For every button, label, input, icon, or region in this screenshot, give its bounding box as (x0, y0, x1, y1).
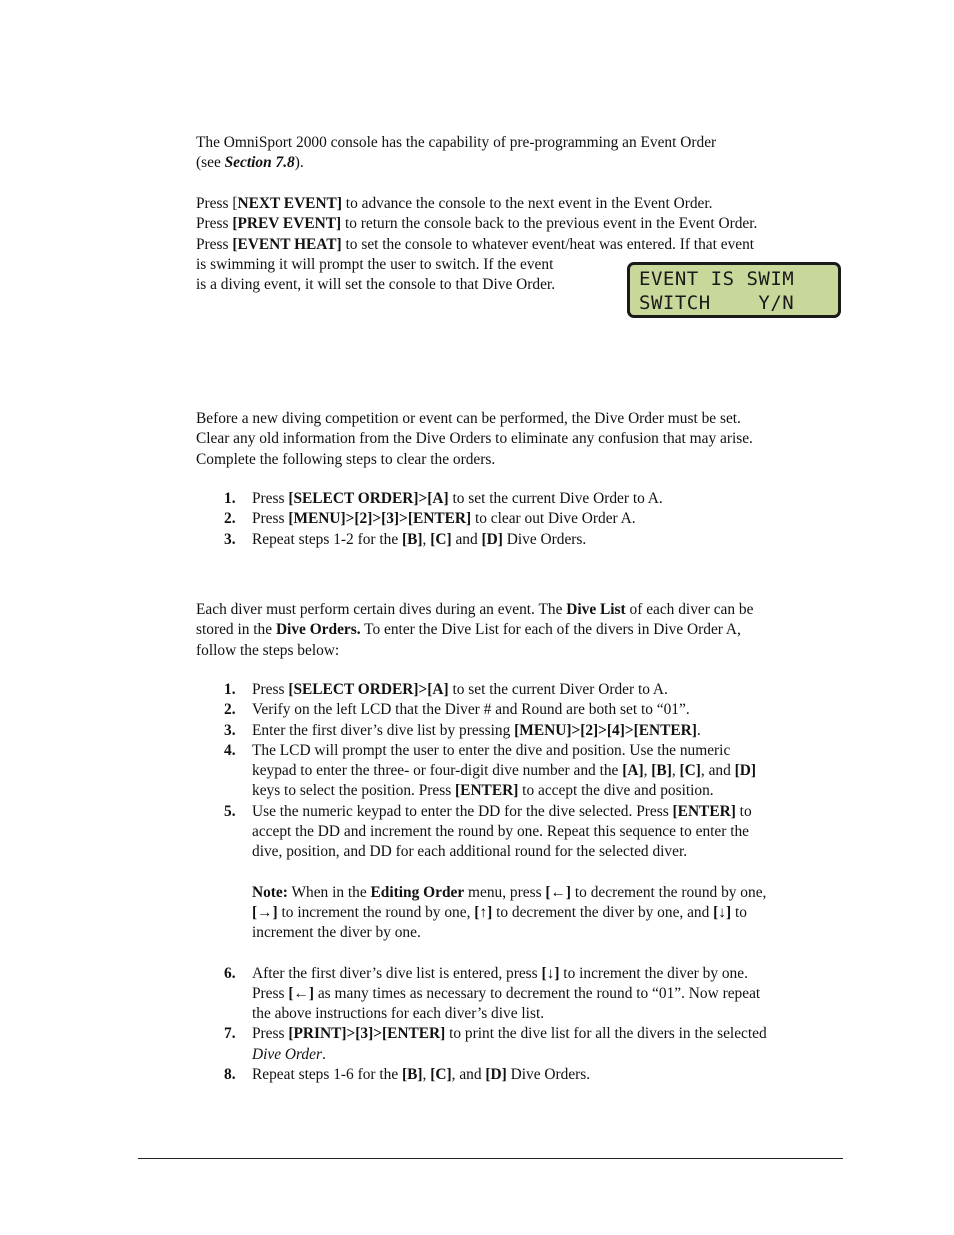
key-d: [D] (485, 1066, 507, 1084)
key-a: [A] (622, 762, 644, 780)
key-left-arrow: [←] (545, 883, 572, 901)
text: to set the console to whatever event/heat was entered. If that event (341, 235, 755, 253)
text: to increment the round by one, (277, 903, 475, 921)
text: to set the current Diver Order to A. (448, 681, 668, 698)
key-c: [C] (679, 762, 701, 780)
text: to increment the diver by one. (559, 964, 748, 982)
text: Use the numeric keypad to enter the DD for the dive selected. Press (252, 802, 673, 820)
text: Dive Orders. (506, 1066, 591, 1084)
step-number: 4. (224, 741, 236, 759)
intro-paragraph (196, 133, 836, 174)
key-left-arrow: [←] (288, 984, 314, 1002)
intro-text: ). (294, 154, 304, 172)
footer-rule (138, 1158, 843, 1159)
list-item (224, 1024, 824, 1065)
text: . (321, 1045, 326, 1063)
key-down-arrow: [↓] (713, 903, 732, 921)
text: keys to select the position. Press (252, 782, 456, 800)
list-item (224, 489, 824, 509)
key-enter: [ENTER] (455, 782, 519, 800)
term-editing-order: Editing Order (370, 883, 465, 901)
key-up-arrow: [↑] (474, 903, 493, 921)
text: Dive Orders. (502, 530, 587, 548)
step-number: 1. (224, 681, 236, 698)
key-prev-event: [PREV EVENT] (232, 215, 342, 233)
key-b: [B] (651, 762, 672, 780)
text: to clear out Dive Order A. (471, 510, 636, 528)
list-item (224, 1065, 824, 1085)
text: to decrement the diver by one, and (492, 903, 714, 921)
key-enter: [ENTER] (672, 802, 736, 820)
term-dive-list: Dive List (566, 601, 626, 618)
text: After the first diver’s dive list is entered, press (252, 964, 542, 982)
text: Each diver must perform certain dives during an event. The (196, 601, 567, 618)
list-item (224, 700, 824, 720)
text: to set the current Dive Order to A. (448, 490, 663, 507)
text: Before a new diving competition or event can be performed, the Dive Order must be set. (196, 410, 741, 427)
list-item (224, 741, 824, 802)
key-c: [C] (430, 1066, 452, 1084)
key-next-event: NEXT EVENT] (237, 195, 342, 212)
term-dive-order: Dive Order (252, 1045, 322, 1063)
key-event-heat: [EVENT HEAT] (232, 235, 342, 253)
text: To enter the Dive List for each of the divers in Dive Order A, (360, 621, 741, 639)
text: stored in the (196, 621, 276, 639)
step-number: 3. (224, 721, 236, 739)
list-item (224, 802, 824, 944)
key-down-arrow: [↓] (541, 964, 560, 982)
key-b: [B] (402, 530, 423, 548)
text: menu, press (464, 883, 546, 901)
text: , and (700, 762, 735, 780)
step-number: 6. (224, 964, 236, 982)
step-number: 8. (224, 1066, 236, 1084)
list-item (224, 509, 824, 529)
text: , and (451, 1066, 486, 1084)
step-number: 2. (224, 701, 236, 719)
text: the above instructions for each diver’s dive list. (252, 1005, 545, 1023)
dive-list-paragraph (196, 600, 836, 661)
text: Press (252, 681, 289, 698)
dive-list-steps (224, 680, 824, 1085)
lcd-display (627, 262, 841, 318)
text: Press (252, 490, 289, 507)
text: Press (196, 235, 233, 253)
lcd-line-1: EVENT IS SWIM (639, 268, 795, 290)
text: , (422, 1066, 431, 1084)
step-number: 1. (224, 490, 236, 507)
text: to accept the dive and position. (518, 782, 714, 800)
step-number: 5. (224, 802, 236, 820)
text: to advance the console to the next event in the Event Order. (341, 195, 713, 212)
text: Press (196, 215, 233, 233)
text: , (422, 530, 431, 548)
intro-line: The OmniSport 2000 console has the capability of pre-programming an Event Order (196, 134, 717, 151)
text: When in the (287, 883, 371, 901)
text: Press [ (196, 195, 238, 212)
key-sequence: [PRINT]>[3]>[ENTER] (288, 1025, 446, 1043)
text: of each diver can be (625, 601, 754, 618)
key-sequence: [MENU]>[2]>[4]>[ENTER] (514, 721, 697, 739)
text: to (731, 903, 747, 921)
lcd-line-2: SWITCH Y/N (639, 292, 795, 314)
text: Complete the following steps to clear the orders. (196, 450, 496, 468)
key-d: [D] (481, 530, 503, 548)
key-sequence: [SELECT ORDER]>[A] (288, 490, 449, 507)
step-number: 3. (224, 530, 236, 548)
text: to (735, 802, 752, 820)
text: to decrement the round by one, (571, 883, 767, 901)
text: Clear any old information from the Dive Orders to eliminate any confusion that may arise. (196, 430, 753, 448)
text: follow the steps below: (196, 641, 340, 659)
text: , (643, 762, 652, 780)
text: to print the dive list for all the divers in the selected (445, 1025, 767, 1043)
key-sequence: [SELECT ORDER]>[A] (288, 681, 449, 698)
step-number: 7. (224, 1025, 236, 1043)
text: dive, position, and DD for each additional round for the selected diver. (252, 843, 688, 861)
list-item (224, 530, 824, 550)
text: Repeat steps 1-6 for the (252, 1066, 403, 1084)
key-b: [B] (402, 1066, 423, 1084)
text: and (451, 530, 482, 548)
text: Press (252, 510, 289, 528)
text: increment the diver by one. (252, 924, 421, 942)
text: Press (252, 984, 289, 1002)
text: accept the DD and increment the round by one. Repeat this sequence to enter the (252, 823, 750, 841)
list-item (224, 721, 824, 741)
text: Enter the first diver’s dive list by pressing (252, 721, 515, 739)
list-item (224, 680, 824, 700)
text: . (696, 721, 701, 739)
text: The LCD will prompt the user to enter the dive and position. Use the numeric (252, 741, 731, 759)
list-item (224, 964, 824, 1025)
term-dive-orders: Dive Orders. (275, 621, 361, 639)
text: is swimming it will prompt the user to switch. If the event (196, 255, 554, 273)
key-sequence: [MENU]>[2]>[3]>[ENTER] (288, 510, 472, 528)
key-d: [D] (734, 762, 757, 780)
section-reference: Section 7.8 (224, 154, 295, 172)
text: as many times as necessary to decrement the round to “01”. Now repeat (314, 984, 761, 1002)
note-label: Note: (252, 883, 288, 901)
text: Repeat steps 1-2 for the (252, 530, 403, 548)
text: , (671, 762, 680, 780)
text: keypad to enter the three- or four-digit dive number and the (252, 762, 623, 780)
text: Verify on the left LCD that the Diver # and Round are both set to “01”. (252, 701, 690, 719)
text: is a diving event, it will set the console to that Dive Order. (196, 276, 556, 294)
step-number: 2. (224, 510, 236, 528)
text: to return the console back to the previous event in the Event Order. (341, 215, 758, 233)
text: Press (252, 1025, 289, 1043)
note-block (252, 883, 824, 944)
key-c: [C] (430, 530, 452, 548)
clear-steps-list (224, 489, 824, 550)
intro-text: (see (196, 154, 225, 172)
key-right-arrow: [→] (252, 903, 278, 921)
clear-orders-paragraph (196, 409, 836, 470)
